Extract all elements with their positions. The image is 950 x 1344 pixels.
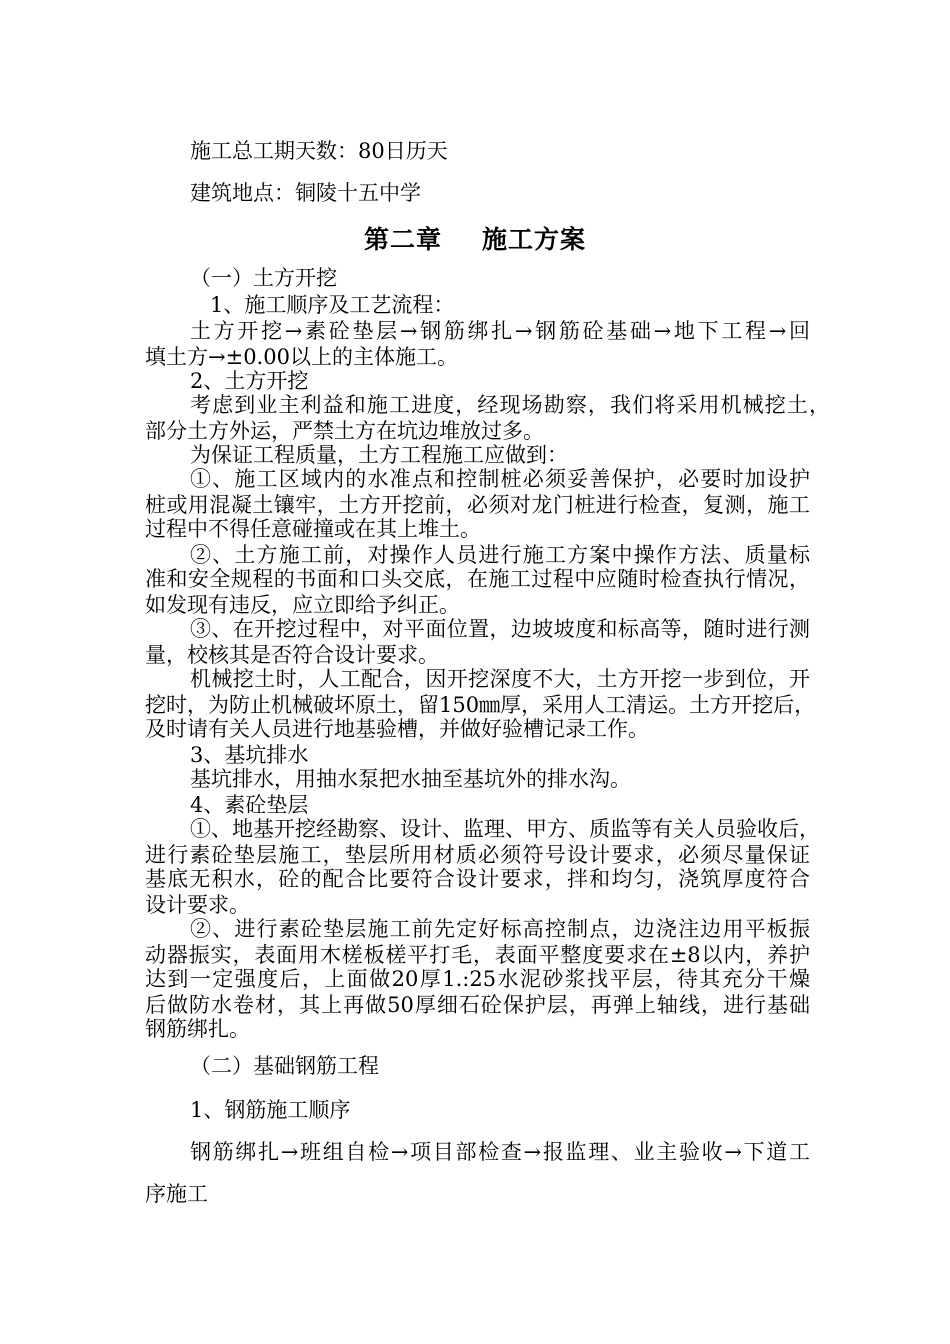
s2-paragraph-1-line-1: 考虑到业主利益和施工进度，经现场勘察，我们将采用机械挖土， bbox=[190, 393, 830, 417]
construction-period: 施工总工期天数：80日历天 bbox=[190, 139, 448, 163]
s1-heading: 1、施工顺序及工艺流程： bbox=[210, 293, 455, 317]
s2-item-2-line-1: ②、土方施工前，对操作人员进行施工方案中操作方法、质量标 bbox=[190, 543, 810, 567]
section1-heading: （一）土方开挖 bbox=[190, 266, 337, 290]
s3-paragraph: 基坑排水，用抽水泵把水抽至基坑外的排水沟。 bbox=[190, 767, 631, 791]
section2-heading: （二）基础钢筋工程 bbox=[190, 1054, 379, 1078]
s4-item-2-line-3: 达到一定强度后，上面做20厚1.:25水泥砂浆找平层，待其充分干燥 bbox=[145, 967, 810, 991]
s4-item-2-line-4: 后做防水卷材，其上再做50厚细石砼保护层，再弹上轴线，进行基础 bbox=[145, 993, 810, 1017]
rebar-s1-heading: 1、钢筋施工顺序 bbox=[190, 1098, 351, 1122]
s1-flow-line-1: 土方开挖→素砼垫层→钢筋绑扎→钢筋砼基础→地下工程→回 bbox=[190, 319, 810, 343]
s4-item-2-line-2: 动器振实，表面用木槎板槎平打毛，表面平整度要求在±8以内，养护 bbox=[145, 943, 810, 967]
s4-item-1-line-1: ①、地基开挖经勘察、设计、监理、甲方、质监等有关人员验收后， bbox=[190, 817, 820, 841]
s3-heading: 3、基坑排水 bbox=[190, 743, 309, 767]
s2-paragraph-3-line-1: 机械挖土时，人工配合，因开挖深度不大，土方开挖一步到位，开 bbox=[190, 667, 810, 691]
s2-item-1-line-1: ①、施工区域内的水准点和控制桩必须妥善保护，必要时加设护 bbox=[190, 467, 810, 491]
s2-paragraph-1-line-2: 部分土方外运，严禁土方在坑边堆放过多。 bbox=[145, 419, 544, 443]
s2-item-2-line-3: 如发现有违反，应立即给予纠正。 bbox=[145, 593, 460, 617]
s2-paragraph-3-line-2: 挖时，为防止机械破坏原土，留150㎜厚，采用人工清运。土方开挖后， bbox=[145, 693, 816, 717]
rebar-flow-line-2: 序施工 bbox=[145, 1182, 208, 1206]
s4-item-1-line-3: 基底无积水，砼的配合比要符合设计要求，拌和均匀，浇筑厚度符合 bbox=[145, 867, 810, 891]
chapter-number: 第二章 bbox=[363, 225, 442, 254]
s4-item-1-line-2: 进行素砼垫层施工，垫层所用材质必须符号设计要求，必须尽量保证 bbox=[145, 843, 810, 867]
s4-heading: 4、素砼垫层 bbox=[190, 793, 309, 817]
construction-location: 建筑地点：铜陵十五中学 bbox=[190, 181, 421, 205]
s4-item-1-line-4: 设计要求。 bbox=[145, 893, 250, 917]
chapter-name: 施工方案 bbox=[482, 225, 587, 254]
chapter-title bbox=[0, 220, 950, 256]
s2-item-1-line-2: 桩或用混凝土镶牢，土方开挖前，必须对龙门桩进行检查，复测，施工 bbox=[145, 493, 810, 517]
s2-paragraph-3-line-3: 及时请有关人员进行地基验槽，并做好验槽记录工作。 bbox=[145, 717, 649, 741]
s2-item-2-line-2: 准和安全规程的书面和口头交底，在施工过程中应随时检查执行情况， bbox=[145, 567, 810, 591]
rebar-flow-line-1: 钢筋绑扎→班组自检→项目部检查→报监理、业主验收→下道工 bbox=[190, 1140, 810, 1164]
s4-item-2-line-5: 钢筋绑扎。 bbox=[145, 1017, 250, 1041]
s2-item-3-line-2: 量，校核其是否符合设计要求。 bbox=[145, 643, 439, 667]
s2-item-1-line-3: 过程中不得任意碰撞或在其上堆土。 bbox=[145, 517, 481, 541]
s4-item-2-line-1: ②、进行素砼垫层施工前先定好标高控制点，边浇注边用平板振 bbox=[190, 917, 810, 941]
s1-flow-line-2: 填土方→±0.00以上的主体施工。 bbox=[145, 345, 458, 369]
s2-heading: 2、土方开挖 bbox=[190, 369, 309, 393]
s2-item-3-line-1: ③、在开挖过程中，对平面位置，边坡坡度和标高等，随时进行测 bbox=[190, 617, 810, 641]
s2-paragraph-2: 为保证工程质量，土方工程施工应做到： bbox=[190, 443, 568, 467]
